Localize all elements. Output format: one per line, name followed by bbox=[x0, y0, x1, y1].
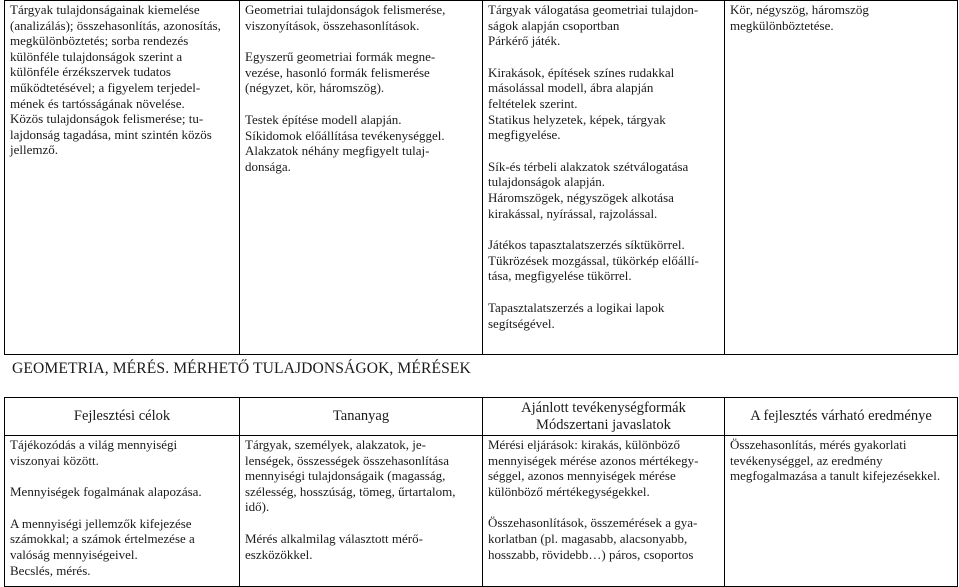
header-tananyag bbox=[240, 398, 483, 436]
text-line: működtetésével; a figyelem terjedel- bbox=[10, 79, 201, 95]
cell-paragraph bbox=[10, 437, 234, 468]
top-col3-cell bbox=[483, 1, 725, 355]
text-line: kirakással, nyírással, rajzolással. bbox=[488, 205, 658, 221]
bottom-col3-cell bbox=[483, 436, 725, 587]
top-col4-cell bbox=[725, 1, 958, 355]
text-line: viszonyai között. bbox=[10, 452, 99, 468]
top-table bbox=[4, 0, 958, 355]
bottom-col4-cell bbox=[725, 436, 958, 587]
text-line: Síkidomok előállítása tevékenységgel. bbox=[245, 127, 445, 143]
cell-paragraph bbox=[488, 65, 719, 143]
header-varhato-eredmeny bbox=[725, 398, 958, 436]
text-line: lajdonság tagadása, mint szintén közös bbox=[10, 126, 212, 142]
cell-paragraph bbox=[488, 2, 719, 49]
cell-paragraph bbox=[730, 408, 952, 425]
text-line: (analizálás); összehasonlítás, azonosítás, bbox=[10, 17, 221, 33]
cell-paragraph bbox=[245, 112, 477, 174]
text-line: Összehasonlítások, összemérések a gya- bbox=[488, 515, 698, 531]
text-line: számokkal; a számok értelmezése a bbox=[10, 531, 195, 547]
text-line: jellemző. bbox=[10, 142, 59, 158]
text-line: Fejlesztési célok bbox=[73, 408, 171, 424]
text-line: szélesség, hosszúság, tömeg, űrtartalom, bbox=[245, 483, 456, 499]
text-line: Tükrözések mozgással, tükörkép előállí- bbox=[488, 252, 699, 268]
text-line: másolással modell, ábra alapján bbox=[488, 80, 654, 96]
text-line: Tananyag bbox=[332, 408, 390, 424]
text-line: Sík-és térbeli alakzatok szétválogatása bbox=[488, 158, 689, 174]
text-line: ságok alapján csoportban bbox=[488, 17, 620, 33]
text-line: Tárgyak, személyek, alakzatok, je- bbox=[245, 437, 426, 452]
text-line: Geometriai tulajdonságok felismerése, bbox=[245, 2, 446, 17]
text-line: feltételek szerint. bbox=[488, 95, 578, 111]
text-line: megfigyelése. bbox=[488, 127, 561, 143]
cell-paragraph bbox=[488, 237, 719, 284]
text-line: Háromszögek, négyszögek alkotása bbox=[488, 189, 674, 205]
text-line: séggel, azonos mennyiségek mérése bbox=[488, 468, 676, 484]
text-line: Összehasonlítás, mérés gyakorlati bbox=[730, 437, 907, 452]
text-line: A fejlesztés várható eredménye bbox=[750, 408, 932, 424]
cell-paragraph bbox=[730, 437, 952, 484]
text-line: Egyszerű geometriai formák megne- bbox=[245, 49, 436, 65]
cell-paragraph bbox=[245, 408, 477, 425]
cell-paragraph bbox=[488, 515, 719, 562]
text-line: Mérés alkalmilag választott mérő- bbox=[245, 530, 423, 546]
text-line: vezése, hasonló formák felismerése bbox=[245, 64, 430, 80]
text-line: valóság mennyiségeivel. bbox=[10, 546, 138, 562]
text-line: különféle érzékszervek tudatos bbox=[10, 64, 171, 80]
text-line: lenségek, összességek összehasonlítása bbox=[245, 452, 449, 468]
text-line: különböző mértékegységekkel. bbox=[488, 483, 650, 499]
cell-paragraph bbox=[245, 531, 477, 562]
text-line: megkülönböztetés; sorba rendezés bbox=[10, 33, 189, 49]
text-line: Mérési eljárások: kirakás, különböző bbox=[488, 437, 681, 452]
text-line: viszonyítások, összehasonlítások. bbox=[245, 17, 420, 33]
text-line: megfogalmazása a tanult kifejezésekkel. bbox=[730, 468, 941, 484]
text-line: Módszertani javaslatok bbox=[536, 417, 671, 433]
text-line: tevékenységgel, az eredmény bbox=[730, 452, 883, 468]
text-line: megkülönböztetése. bbox=[730, 17, 834, 33]
bottom-col1-cell bbox=[5, 436, 240, 587]
bottom-col2-cell bbox=[240, 436, 483, 587]
header-ajanlott-tevekenysegformak bbox=[483, 398, 725, 436]
cell-paragraph bbox=[488, 300, 719, 331]
text-line: Mennyiségek fogalmának alapozása. bbox=[10, 484, 202, 500]
cell-paragraph bbox=[10, 484, 234, 500]
text-line: (négyzet, kör, háromszög). bbox=[245, 80, 385, 96]
cell-paragraph bbox=[245, 2, 477, 33]
top-col2-cell bbox=[240, 1, 483, 355]
cell-paragraph bbox=[488, 159, 719, 221]
text-line: eszközökkel. bbox=[245, 546, 313, 562]
cell-paragraph bbox=[730, 2, 952, 33]
text-line: A mennyiségi jellemzők kifejezése bbox=[10, 515, 192, 531]
text-line: donsága. bbox=[245, 158, 291, 174]
text-line: Játékos tapasztalatszerzés síktükörrel. bbox=[488, 237, 685, 253]
text-line: Statikus helyzetek, képek, tárgyak bbox=[488, 111, 666, 127]
text-line: Becslés, mérés. bbox=[10, 562, 91, 578]
cell-paragraph bbox=[10, 516, 234, 578]
text-line: segítségével. bbox=[488, 315, 555, 331]
text-line: Tárgyak tulajdonságainak kiemelése bbox=[10, 2, 200, 17]
text-line: Tárgyak válogatása geometriai tulajdon- bbox=[488, 2, 699, 17]
text-line: tása, megfigyelése tükörrel. bbox=[488, 268, 632, 284]
text-line: idő). bbox=[245, 499, 270, 515]
text-line: Párkérő játék. bbox=[488, 33, 561, 49]
text-line: mennyiségi tulajdonságaik (magasság, bbox=[245, 468, 446, 484]
text-line: Testek építése modell alapján. bbox=[245, 111, 402, 127]
text-line: Kirakások, építések színes rudakkal bbox=[488, 64, 675, 80]
text-line: mennyiségek mérése azonos mértékegy- bbox=[488, 452, 699, 468]
bottom-table bbox=[4, 397, 958, 587]
cell-paragraph bbox=[245, 437, 477, 515]
text-line: korlatban (pl. magasabb, alacsonyabb, bbox=[488, 530, 688, 546]
text-line: Tájékozódás a világ mennyiségi bbox=[10, 437, 178, 452]
cell-paragraph bbox=[488, 400, 719, 434]
header-fejlesztesi-celok bbox=[5, 398, 240, 436]
top-col1-cell bbox=[5, 1, 240, 355]
text-line: Tapasztalatszerzés a logikai lapok bbox=[488, 299, 665, 315]
cell-paragraph bbox=[10, 408, 234, 425]
text-line: hosszabb, rövidebb…) páros, csoportos bbox=[488, 546, 694, 562]
text-line: tulajdonságok alapján. bbox=[488, 174, 605, 190]
section-title: GEOMETRIA, MÉRÉS. MÉRHETŐ TULAJDONSÁGOK, MÉRÉSEK bbox=[12, 360, 471, 377]
text-line: különféle tulajdonságok szerint a bbox=[10, 48, 183, 64]
text-line: Közös tulajdonságok felismerése; tu- bbox=[10, 111, 204, 127]
cell-paragraph bbox=[488, 437, 719, 499]
cell-paragraph bbox=[10, 2, 234, 158]
text-line: Kör, négyszög, háromszög bbox=[730, 2, 869, 17]
text-line: mének és tartósságának növelése. bbox=[10, 95, 185, 111]
text-line: Ajánlott tevékenységformák bbox=[521, 400, 686, 416]
cell-paragraph bbox=[245, 49, 477, 96]
text-line: Alakzatok néhány megfigyelt tulaj- bbox=[245, 143, 430, 159]
